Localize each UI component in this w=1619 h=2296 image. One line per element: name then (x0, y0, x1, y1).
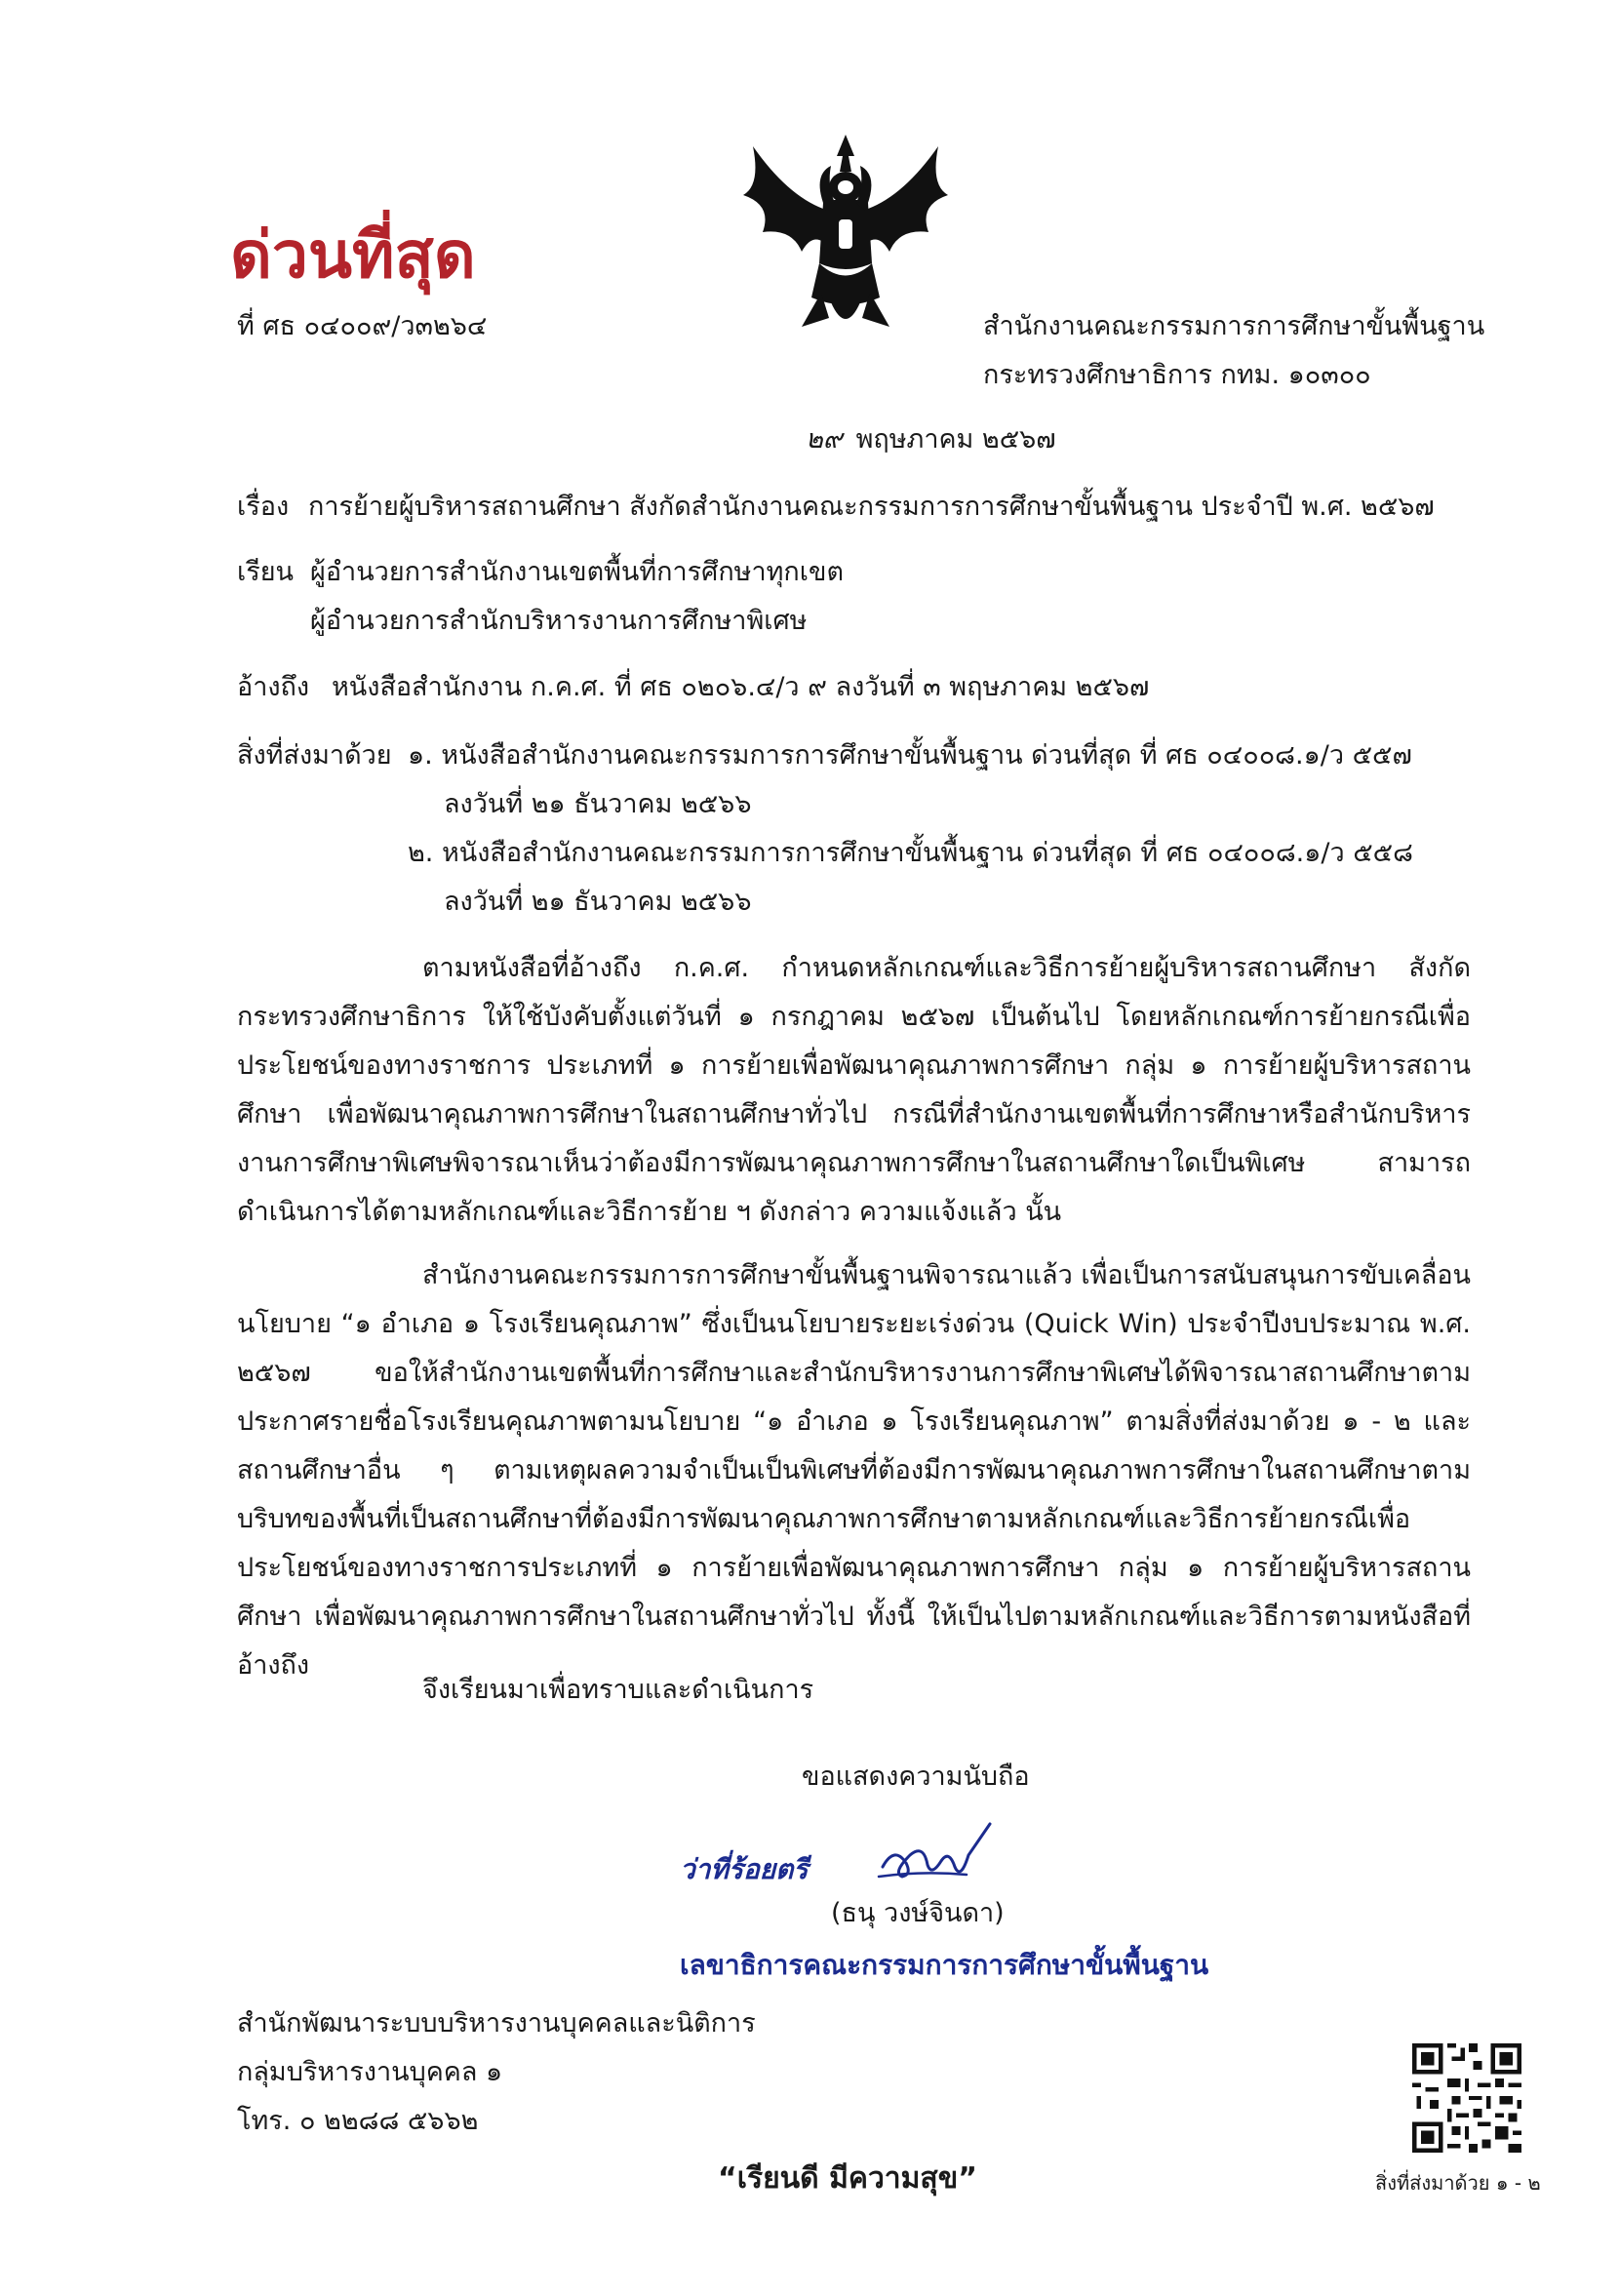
agency-address: กระทรวงศึกษาธิการ กทม. ๑๐๓๐๐ (983, 360, 1371, 390)
closing-sentence: จึงเรียนมาเพื่อทราบและดำเนินการ (422, 1675, 814, 1705)
enclosure-item-2-date: ลงวันที่ ๒๑ ธันวาคม ๒๕๖๖ (444, 887, 752, 917)
enclosure-item-1: ๑. หนังสือสำนักงานคณะกรรมการการศึกษาขั้นพื้นฐาน ด่วนที่สุด ที่ ศธ ๐๔๐๐๘.๑/ว ๕๕๗ (408, 740, 1412, 771)
signatory-rank: ว่าที่ร้อยตรี (680, 1853, 809, 1885)
agency-name: สำนักงานคณะกรรมการการศึกษาขั้นพื้นฐาน (983, 311, 1485, 341)
urgency-stamp: ด่วนที่สุด (230, 218, 476, 293)
reference-label: อ้างถึง (237, 672, 310, 702)
addressee-line-2: ผู้อำนวยการสำนักบริหารงานการศึกษาพิเศษ (310, 606, 808, 636)
reference-number: ที่ ศธ ๐๔๐๐๙/ว๓๒๖๔ (237, 311, 488, 341)
enclosures-label: สิ่งที่ส่งมาด้วย (237, 740, 392, 771)
signatory-name: (ธนุ วงษ์จินดา) (831, 1898, 1005, 1928)
body-paragraph-1 (237, 944, 1471, 1237)
footer-phone: โทร. ๐ ๒๒๘๘ ๕๖๖๒ (237, 2106, 479, 2136)
signatory-position: เลขาธิการคณะกรรมการการศึกษาขั้นพื้นฐาน (680, 1949, 1209, 1981)
footer-office: สำนักพัฒนาระบบบริหารงานบุคคลและนิติการ (237, 2008, 756, 2039)
addressee-label: เรียน (237, 557, 295, 587)
subject-label: เรื่อง (237, 492, 290, 522)
paragraph-1-text: ตามหนังสือที่อ้างถึง ก.ค.ศ. กำหนดหลักเกณฑ์และวิธีการย้ายผู้บริหารสถานศึกษา สังกัดกระทรวงศึกษาธิการ ให้ใช้บังคับตั้งแต่วันที่ ๑ กรกฎาคม ๒๕๖๗ เป็นต้นไป โดยหลักเกณฑ์การย้ายกรณีเพื่อประโยชน์ของทางราชการ ประเภทที่ ๑ การย้ายเพื่อพัฒนาคุณภาพการศึกษา กลุ่ม ๑ การย้ายผู้บริหารสถานศึกษา เพื่อพัฒนาคุณภาพการศึกษาในสถานศึกษาทั่วไป กรณีที่สำนักงานเขตพื้นที่การศึกษาหรือสำนักบริหารงานการศึกษาพิเศษพิจารณาเห็นว่าต้องมีการพัฒนาคุณภาพการศึกษาในสถานศึกษาใดเป็นพิเศษ สามารถดำเนินการได้ตามหลักเกณฑ์และวิธีการย้าย ฯ ดังกล่าว ความแจ้งแล้ว นั้น (237, 953, 1471, 1227)
footer-group: กลุ่มบริหารงานบุคคล ๑ (237, 2057, 503, 2087)
enclosure-item-1-date: ลงวันที่ ๒๑ ธันวาคม ๒๕๖๖ (444, 789, 752, 819)
garuda-emblem (733, 127, 958, 336)
date-month-year: พฤษภาคม ๒๕๖๗ (855, 424, 1056, 455)
enclosure-item-2: ๒. หนังสือสำนักงานคณะกรรมการการศึกษาขั้นพื้นฐาน ด่วนที่สุด ที่ ศธ ๐๔๐๐๘.๑/ว ๕๕๘ (408, 838, 1413, 868)
subject-text: การย้ายผู้บริหารสถานศึกษา สังกัดสำนักงานคณะกรรมการการศึกษาขั้นพื้นฐาน ประจำปี พ.ศ. ๒๕๖๗ (308, 492, 1435, 522)
handwritten-signature (873, 1816, 1009, 1894)
salutation: ขอแสดงความนับถือ (802, 1762, 1030, 1792)
paragraph-2-text: สำนักงานคณะกรรมการการศึกษาขั้นพื้นฐานพิจารณาแล้ว เพื่อเป็นการสนับสนุนการขับเคลื่อนนโยบาย “๑ อำเภอ ๑ โรงเรียนคุณภาพ” ซึ่งเป็นนโยบายระยะเร่งด่วน (Quick Win) ประจำปีงบประมาณ พ.ศ. ๒๕๖๗ ขอให้สำนักงานเขตพื้นที่การศึกษาและสำนักบริหารงานการศึกษาพิเศษได้พิจารณาสถานศึกษาตามประกาศรายชื่อโรงเรียนคุณภาพตามนโยบาย “๑ อำเภอ ๑ โรงเรียนคุณภาพ” ตามสิ่งที่ส่งมาด้วย ๑ - ๒ และสถานศึกษาอื่น ๆ ตามเหตุผลความจำเป็นเป็นพิเศษที่ต้องมีการพัฒนาคุณภาพการศึกษาในสถานศึกษาตามบริบทของพื้นที่เป็นสถานศึกษาที่ต้องมีการพัฒนาคุณภาพการศึกษาตามหลักเกณฑ์และวิธีการย้ายกรณีเพื่อประโยชน์ของทางราชการประเภทที่ ๑ การย้ายเพื่อพัฒนาคุณภาพการศึกษา กลุ่ม ๑ การย้ายผู้บริหารสถานศึกษา เพื่อพัฒนาคุณภาพการศึกษาในสถานศึกษาทั่วไป ทั้งนี้ ให้เป็นไปตามหลักเกณฑ์และวิธีการตามหนังสือที่อ้างถึง (237, 1260, 1472, 1681)
qr-code-icon (1412, 2043, 1521, 2153)
reference-text: หนังสือสำนักงาน ก.ค.ศ. ที่ ศธ ๐๒๐๖.๔/ว ๙ ลงวันที่ ๓ พฤษภาคม ๒๕๖๗ (332, 672, 1150, 702)
date-day: ๒๙ (806, 424, 843, 455)
document-date (806, 423, 1056, 456)
body-paragraph-2 (237, 1251, 1471, 1690)
addressee-line-1: ผู้อำนวยการสำนักงานเขตพื้นที่การศึกษาทุกเขต (310, 557, 844, 587)
qr-caption: สิ่งที่ส่งมาด้วย ๑ - ๒ (1375, 2171, 1541, 2195)
motto: “เรียนดี มีความสุข” (718, 2161, 977, 2196)
